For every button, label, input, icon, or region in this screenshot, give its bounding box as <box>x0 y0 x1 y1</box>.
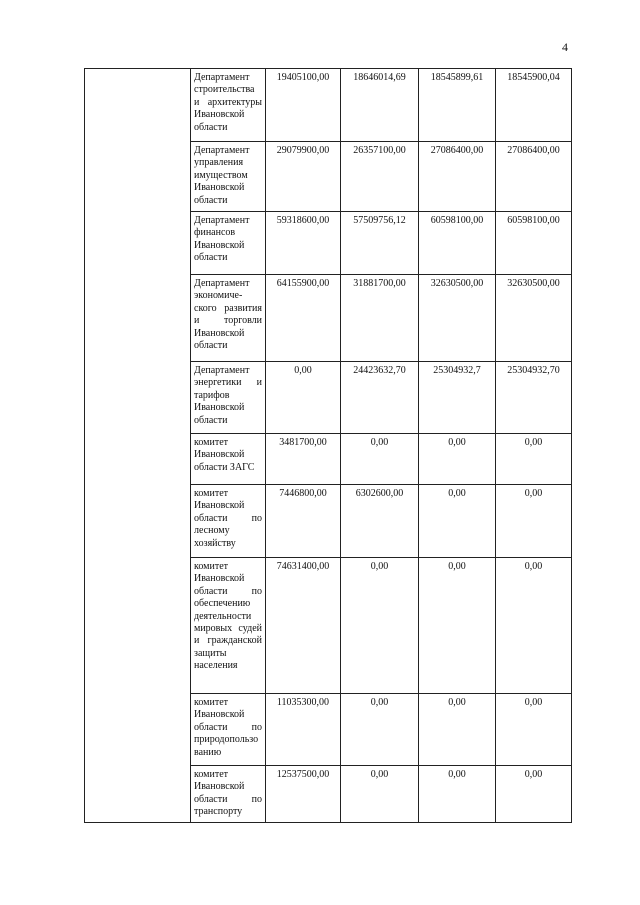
value-cell: 29079900,00 <box>266 142 341 212</box>
department-name: Департамент экономиче-ского развития и торговли Ивановской области <box>191 275 266 362</box>
value-cell: 0,00 <box>496 766 572 823</box>
value-cell: 25304932,7 <box>419 362 496 434</box>
value-cell: 74631400,00 <box>266 558 341 694</box>
value-cell: 0,00 <box>266 362 341 434</box>
value-cell: 7446800,00 <box>266 485 341 558</box>
value-cell: 11035300,00 <box>266 694 341 766</box>
value-cell: 18646014,69 <box>341 69 419 142</box>
value-cell: 64155900,00 <box>266 275 341 362</box>
value-cell: 27086400,00 <box>419 142 496 212</box>
table-row <box>85 69 572 142</box>
value-cell: 0,00 <box>341 766 419 823</box>
value-cell: 0,00 <box>419 694 496 766</box>
value-cell: 0,00 <box>419 485 496 558</box>
department-name: комитет Ивановской области по лесному хозяйству <box>191 485 266 558</box>
value-cell: 27086400,00 <box>496 142 572 212</box>
value-cell: 0,00 <box>496 558 572 694</box>
value-cell: 32630500,00 <box>496 275 572 362</box>
value-cell: 12537500,00 <box>266 766 341 823</box>
department-name: Департамент строительства и архитектуры Ивановской области <box>191 69 266 142</box>
value-cell: 0,00 <box>419 558 496 694</box>
value-cell: 60598100,00 <box>419 212 496 275</box>
value-cell: 60598100,00 <box>496 212 572 275</box>
department-name: комитет Ивановской области по обеспечению деятельности мировых судей и гражданской защиты населения <box>191 558 266 694</box>
value-cell: 26357100,00 <box>341 142 419 212</box>
department-name: Департамент энергетики и тарифов Ивановской области <box>191 362 266 434</box>
department-name: Департамент управления имуществом Ивановской области <box>191 142 266 212</box>
value-cell: 0,00 <box>496 694 572 766</box>
value-cell: 25304932,70 <box>496 362 572 434</box>
value-cell: 18545899,61 <box>419 69 496 142</box>
budget-table <box>84 68 572 823</box>
department-name: комитет Ивановской области ЗАГС <box>191 434 266 485</box>
value-cell: 0,00 <box>419 766 496 823</box>
page-number: 4 <box>562 40 568 54</box>
value-cell: 3481700,00 <box>266 434 341 485</box>
value-cell: 0,00 <box>496 434 572 485</box>
value-cell: 19405100,00 <box>266 69 341 142</box>
empty-first-column <box>85 69 191 823</box>
value-cell: 18545900,04 <box>496 69 572 142</box>
value-cell: 31881700,00 <box>341 275 419 362</box>
value-cell: 0,00 <box>341 694 419 766</box>
value-cell: 0,00 <box>496 485 572 558</box>
department-name: комитет Ивановской области по транспорту <box>191 766 266 823</box>
value-cell: 0,00 <box>419 434 496 485</box>
value-cell: 0,00 <box>341 434 419 485</box>
value-cell: 6302600,00 <box>341 485 419 558</box>
value-cell: 57509756,12 <box>341 212 419 275</box>
value-cell: 59318600,00 <box>266 212 341 275</box>
value-cell: 32630500,00 <box>419 275 496 362</box>
value-cell: 24423632,70 <box>341 362 419 434</box>
department-name: комитет Ивановской области по природопользо ванию <box>191 694 266 766</box>
department-name: Департамент финансов Ивановской области <box>191 212 266 275</box>
value-cell: 0,00 <box>341 558 419 694</box>
